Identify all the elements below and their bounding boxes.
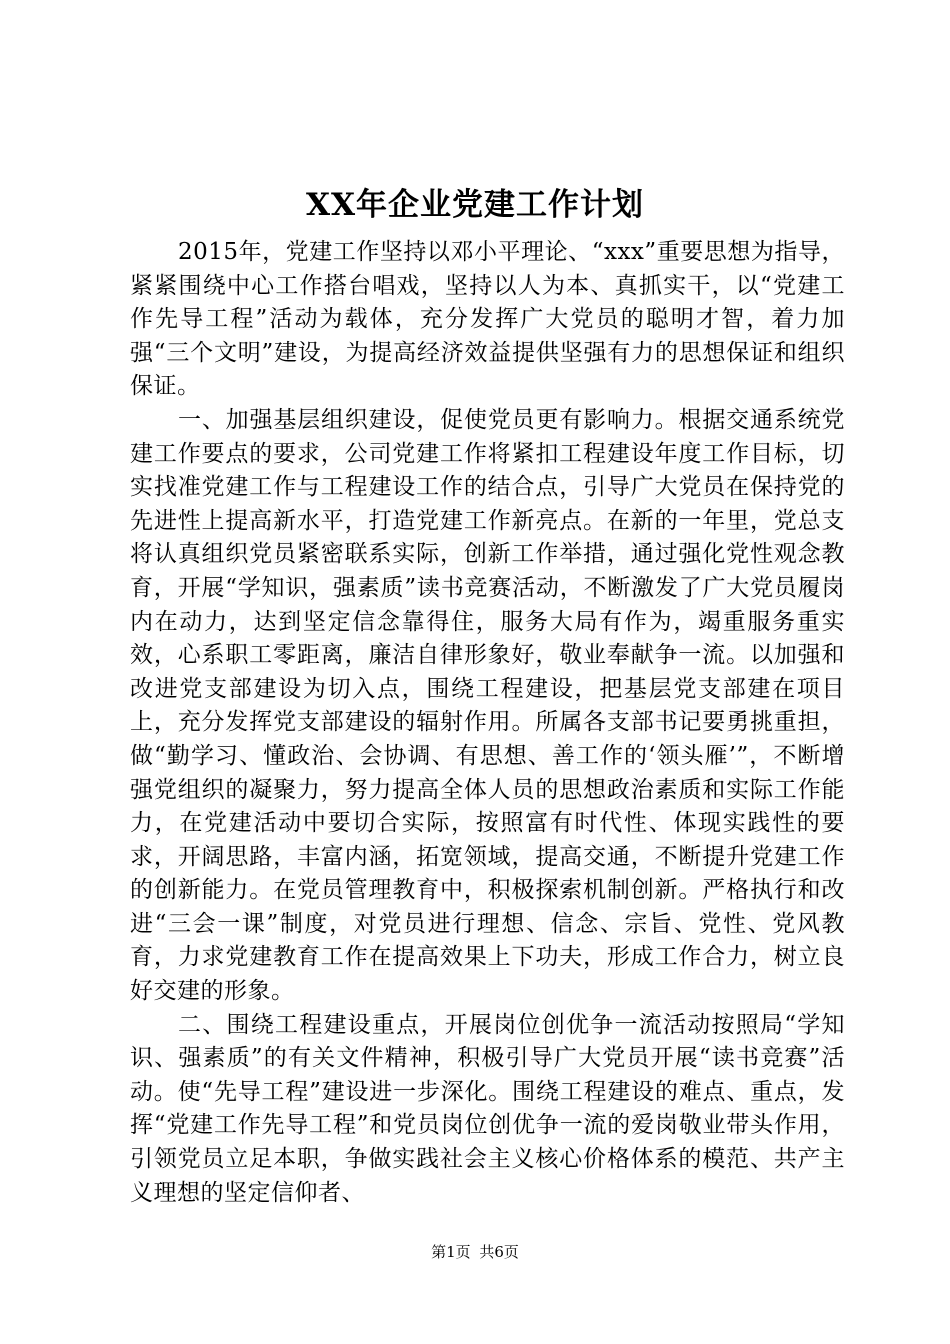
paragraph-section-1: 一、加强基层组织建设，促使党员更有影响力。根据交通系统党建工作要点的要求，公司党建工作将紧扣工程建设年度工作目标，切实找准党建工作与工程建设工作的结合点，引导广大党员在保持党的先进性上提高新水平，打造党建工作新亮点。在新的一年里，党总支将认真组织党员紧密联系实际，创新工作举措，通过强化党性观念教育，开展“学知识，强素质”读书竞赛活动，不断激发了广大党员履岗内在动力，达到坚定信念靠得住，服务大局有作为，竭重服务重实效，心系职工零距离，廉洁自律形象好，敬业奉献争一流。以加强和改进党支部建设为切入点，围绕工程建设，把基层党支部建在项目上，充分发挥党支部建设的辐射作用。所属各支部书记要勇挑重担，做“勤学习、懂政治、会协调、有思想、善工作的‘领头雁’”，不断增强党组织的凝聚力，努力提高全体人员的思想政治素质和实际工作能力，在党建活动中要切合实际，按照富有时代性、体现实践性的要求，开阔思路，丰富内涵，拓宽领域，提高交通，不断提升党建工作的创新能力。在党员管理教育中，积极探索机制创新。严格执行和改进“三会一课”制度，对党员进行理想、信念、宗旨、党性、党风教育，力求党建教育工作在提高效果上下功夫，形成工作合力，树立良好交建的形象。 (130, 406, 845, 1005)
page-total: 共6页 (479, 1243, 519, 1261)
page-number: 第1页 (431, 1243, 471, 1261)
paragraph-intro: 2015年，党建工作坚持以邓小平理论、“xxx”重要思想为指导，紧紧围绕中心工作搭台唱戏，坚持以人为本、真抓实干，以“党建工作先导工程”活动为载体，充分发挥广大党员的聪明才智，着力加强“三个文明”建设，为提高经济效益提供坚强有力的思想保证和组织保证。 (130, 239, 845, 400)
document-body (130, 236, 845, 1210)
page-footer (0, 1242, 950, 1262)
document-title: XX年企业党建工作计划 (305, 187, 645, 223)
paragraph-section-2: 二、围绕工程建设重点，开展岗位创优争一流活动按照局“学知识、强素质”的有关文件精神，积极引导广大党员开展“读书竞赛”活动。使“先导工程”建设进一步深化。围绕工程建设的难点、重点，发挥“党建工作先导工程”和党员岗位创优争一流的爱岗敬业带头作用，引领党员立足本职，争做实践社会主义核心价格体系的模范、共产主义理想的坚定信仰者、 (130, 1011, 845, 1206)
